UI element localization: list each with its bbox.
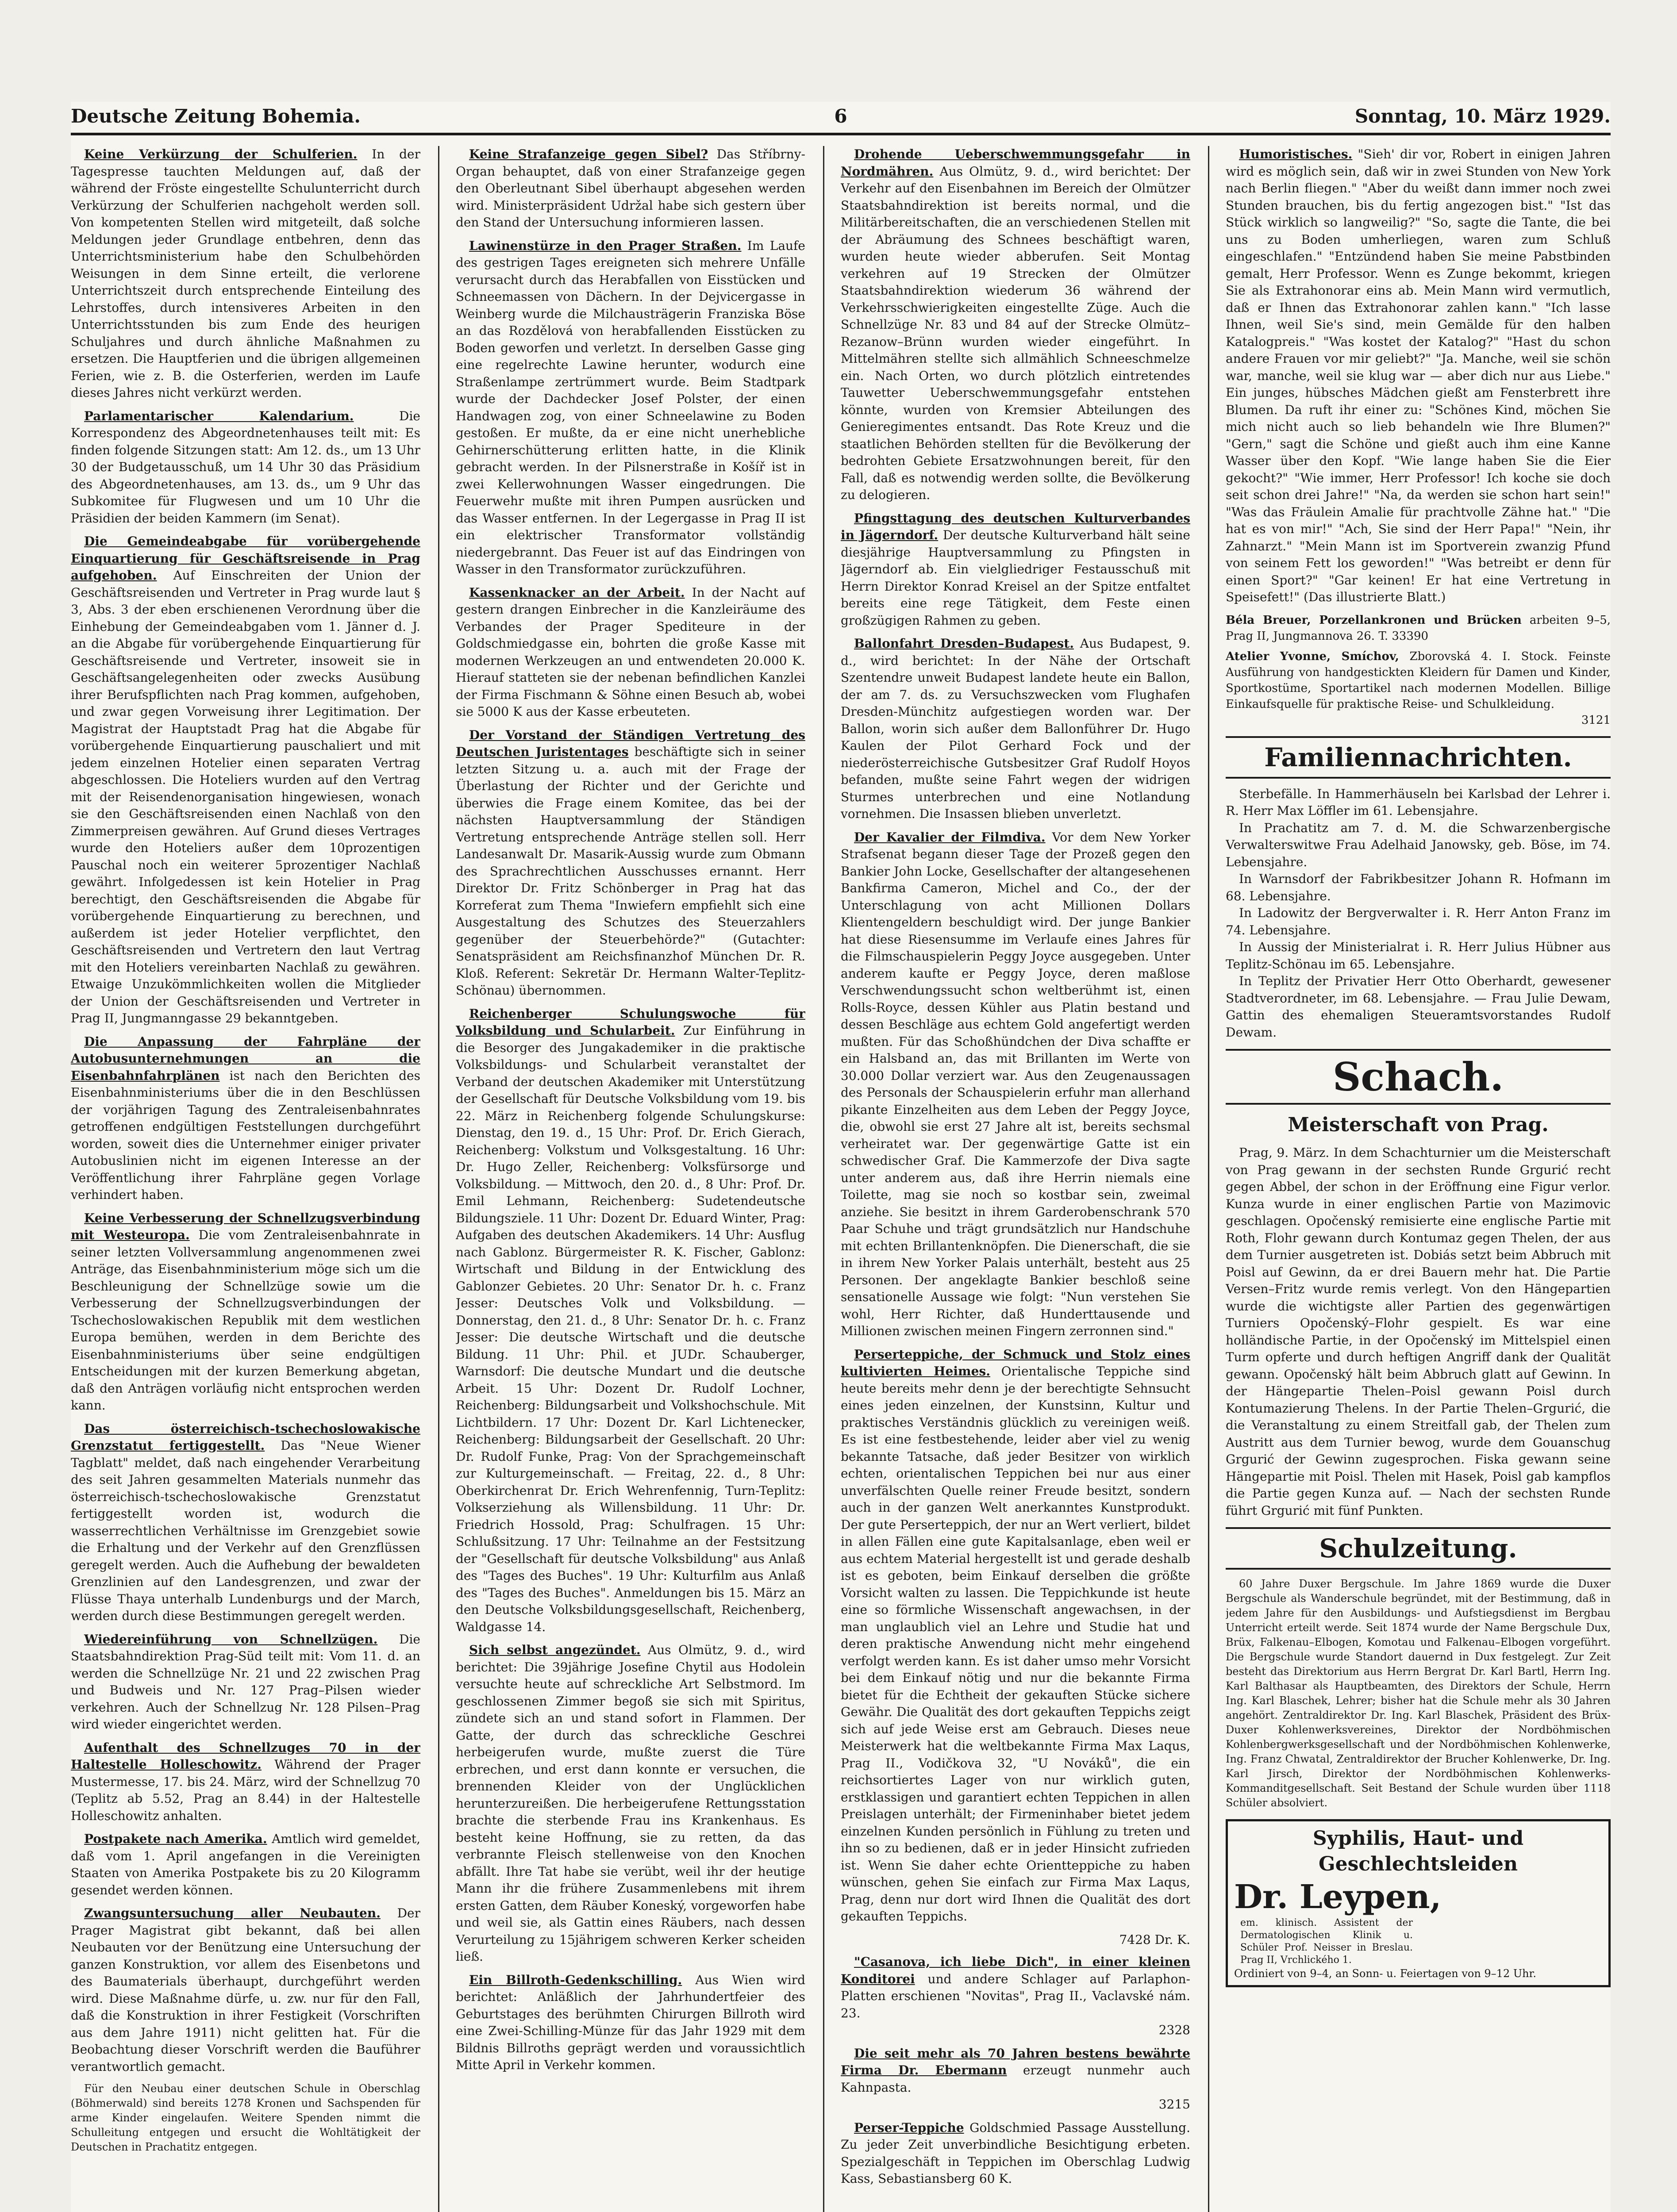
family-notices	[1226, 786, 1611, 1041]
article-headline: Parlamentarischer Kalendarium.	[84, 408, 354, 423]
article-body: Orientalische Teppiche sind heute bereits mehr denn je der berechtigte Sehnsucht eines jeden einzelnen, der Kunstsinn, Kultur und praktisches Verständnis glücklich zu vereinigen weiß. Es ist eine festbestehende, leider aber viel zu wenig bekannte Tatsache, daß jeder Besitzer von wirklich echten, orientalischen Teppichen bei nur aus einer unverfälschten Quelle reiner Freude besitzt, sondern auch in der ganzen Welt anerkanntes Kunstprodukt. Der gute Perserteppich, der nur an Wert verliert, bildet in allen Fällen eine gute Kapitalsanlage, eben weil er aus echtem Material hergestellt ist und gerade deshalb ist es geboten, beim Einkauf derselben die größte Vorsicht walten zu lassen. Die Teppichkunde ist heute eine so förmliche Wissenschaft angewachsen, in der man unglaublich viel an Lehre und Studie hat und deren praktische Anwendung nicht mehr eingehend verfolgt werden kann. Es ist daher umso mehr Vorsicht bei dem Einkauf nötig und nur die bekannte Firma bietet für die Echtheit der gekauften Stücke sichere Gewähr. Die Qualität des dort gekauften Teppichs zeigt sich auf jede Weise erst am Gebrauch. Dieses neue Meisterwerk hat die weltbekannte Firma Max Laqus, Prag II., Vodičkova 32, "U Nováků", die ein reichsortiertes Lager von nur wirklich guten, erstklassigen und garantiert echten Teppichen in allen Preislagen unterhält; der Firmeninhaber bietet jedem einzelnen Kunden persönlich in Fühlung zu treten und ihn so zu bedienen, daß er in jeder Hinsicht zufrieden ist. Wenn Sie daher echte Orientteppiche zu haben wünschen, gehen Sie einfach zur Firma Max Laqus, Prag, denn nur dort wird Ihnen die Qualität des dort gekauften Teppichs.	[841, 1364, 1190, 1924]
article-headline: Der Kavalier der Filmdiva.	[854, 830, 1046, 845]
article	[841, 146, 1190, 504]
article-body: Während der Prager Mustermesse, 17. bis 24. März, wird der Schnellzug 70 (Teplitz ab 5.52, Prag an 8.44) in der Haltestelle Holleschowitz anhalten.	[71, 1757, 420, 1823]
ad-body: arbeiten 9–5, Prag II, Jungmannova 26. T. 33390	[1226, 613, 1611, 643]
classified-ad	[1226, 649, 1611, 728]
ad-title: Atelier Yvonne, Smíchov,	[1226, 649, 1399, 663]
notice: In Teplitz der Privatier Herr Otto Oberhardt, gewesener Stadtverordneter, im 68. Lebensjahre. — Frau Julie Dewam, Gattin des ehemaligen Steueramtsvorstandes Rudolf Dewam.	[1226, 974, 1611, 1040]
article-body: Die Korrespondenz des Abgeordnetenhauses teilt mit: Es finden folgende Sitzungen statt: Am 12. ds., um 13 Uhr 30 der Budgetausschuß, um 14 Uhr 30 das Präsidium des Abgeordnetenhauses, am 13. ds., um 9 Uhr das Subkomitee für Flugwesen und um 10 Uhr die Präsidien der beiden Kammern (im Senat).	[71, 408, 420, 526]
article-headline: Keine Verkürzung der Schulferien.	[84, 147, 358, 161]
chess-report	[1226, 1144, 1611, 1519]
column-rule	[823, 146, 824, 2212]
article-headline: Humoristisches.	[1239, 147, 1353, 161]
article-headline: Zwangsuntersuchung aller Neubauten.	[84, 1906, 381, 1920]
article	[71, 146, 420, 402]
ad-hours: Ordiniert von 9–4, an Sonn- u. Feiertagen von 9–12 Uhr.	[1234, 1967, 1536, 1980]
article	[71, 533, 420, 1027]
ad-body: Zborovská 4. I. Stock. Feinste Ausführung von handgestickten Kleidern für Damen und Kinder, Sportkostüme, Sportartikel nach modernen Modellen. Billige Einkaufsquelle für praktische Reise- und Schulkleidung.	[1226, 649, 1611, 711]
article-headline: Kassenknacker an der Arbeit.	[469, 585, 685, 600]
notice: In Warnsdorf der Fabrikbesitzer Johann R. Hofmann im 68. Lebensjahre.	[1226, 872, 1611, 903]
notice	[71, 2081, 420, 2154]
article-body: "Sieh' dir vor, Robert in einigen Jahren wird es möglich sein, daß wir in zwei Stunden von New York nach Berlin fliegen." "Aber du weißt dann immer noch zwei Stunden brauchen, bis du fertig angezogen bist." "Ist das Stück wirklich so langweilig?" "So, sagte die Tante, die bei uns zu Boden umherliegen, waren zum Schluß eingeschlafen." "Entzündend haben Sie meine Pabstbinden gemalt, Herr Professor. Wenn es Zunge bekommt, kriegen Sie als Extrahonorar eins ab. Mein Mann wird vermutlich, daß er Ihnen das Extrahonorar zahlen kann." "Ich lasse Ihnen, weil Sie's sind, mein Gemälde für den halben Katalogpreis." "Was kostet der Katalog?" "Hast du schon andere Frauen vor mir geliebt?" "Ja. Manche, weil sie schön war, manche, weil sie klug war — aber dich nur aus Liebe." Ein junges, hübsches Mädchen gießt am Fensterbrett ihre Blumen. Da ruft ihr einer zu: "Schönes Kind, möchen Sie mich nicht auch so lieb behandeln wie Ihre Blumen?" "Gern," sagt die Schöne und gießt auch ihm eine Kanne Wasser über den Kopf. "Wie lange haben Sie die Eier gekocht?" "Wie immer, Herr Professor! Ich koche sie doch seit schon drei Jahre!" "Na, da werden sie schon hart sein!" "Was das Fräulein Amalie für prachtvolle Zähne hat." "Die hat es von mir!" "Ach, Sie sind der Herr Papa!" "Nein, ihr Zahnarzt." "Mein Mann ist im Sportverein zwanzig Pfund von seinem Fett los geworden!" "Was betreibt er denn für einen Sport?" "Gar keinen! Er hat eine Vertretung in Speisefett!" (Das illustrierte Blatt.)	[1226, 147, 1611, 604]
classified-ad	[1226, 612, 1611, 644]
section-subtitle: Meisterschaft von Prag.	[1288, 1114, 1549, 1136]
article	[71, 1631, 420, 1733]
article-body: Aus Wien wird berichtet: Anläßlich der Jahrhundertfeier des Geburtstages des berühmten Chirurgen Billroth wird eine Zwei-Schilling-Münze für das Jahr 1929 mit dem Bildnis Billroths geprägt werden und voraussichtlich Mitte April in Verkehr kommen.	[456, 1972, 805, 2072]
school-report	[1226, 1577, 1611, 1810]
article-headline: Die Anpassung der Fahrpläne der Autobusunternehmungen an die Eisenbahnfahrplänen	[71, 1034, 420, 1083]
article	[456, 1006, 805, 1636]
article	[71, 1905, 420, 2075]
article-headline: Keine Verbesserung der Schnellzugsverbindung mit Westeuropa.	[71, 1210, 420, 1242]
article	[71, 1033, 420, 1204]
ad-notice	[841, 2120, 1190, 2188]
article-headline: Postpakete nach Amerika.	[84, 1832, 267, 1846]
notice: In Prachatitz am 7. d. M. die Schwarzenbergische Verwalterswitwe Frau Adelhaid Janowsky, geb. Böse, im 74. Lebensjahre.	[1226, 820, 1611, 869]
article-body: Amtlich wird gemeldet, daß vom 1. April angefangen in die Vereinigten Staaten von Amerika Postpakete bis zu 20 Kilogramm gesendet werden können.	[71, 1832, 420, 1897]
article-body: Die Staatsbahndirektion Prag-Süd teilt mit: Vom 11. d. an werden die Schnellzüge Nr. 21 und 22 zwischen Prag und Budweis und Nr. 127 Prag–Pilsen wieder verkehren. Auch der Schnellzug Nr. 128 Pilsen–Prag wird wieder eingerichtet werden.	[71, 1632, 420, 1732]
article-headline: Ballonfahrt Dresden–Budapest.	[854, 636, 1074, 651]
article-headline: Lawinenstürze in den Prager Straßen.	[469, 238, 742, 253]
article-body: Aus Olmütz, 9. d., wird berichtet: Die 39jährige Josefine Chytil aus Hodolein versuchte heute auf schreckliche Art Selbstmord. Im geschlossenen Zimmer begoß sie sich mit Spiritus, zündete sich an und stand sofort in Flammen. Der Gatte, der durch das schreckliche Geschrei herbeigerufen wurde, mußte zuerst die Türe erbrechen, und erst dann konnte er versuchen, die brennenden Kleider von der Unglücklichen herunterzureißen. Die herbeigerufene Rettungsstation brachte die sterbende Frau ins Krankenhaus. Es besteht keine Hoffnung, sie zu retten, da das verbrannte Fleisch stellenweise von den Knochen abfällt. Ihre Tat habe sie verübt, weil ihr der heutige Mann ihr die frühere Zusammenlebens mit ihrem ersten Gatten, dem Räuber Koneský, vorgeworfen habe und weil sie, als Gattin eines Räubers, nach dessen Verurteilung zu 15jährigem schweren Kerker scheiden ließ.	[456, 1643, 805, 1964]
article	[456, 584, 805, 721]
column-4	[1226, 146, 1611, 2212]
article-headline: Die Gemeindeabgabe für vorübergehende Einquartierung für Geschäftsreisende in Prag aufgehoben.	[71, 534, 420, 583]
section-title-family: Familiennachrichten.	[1226, 736, 1611, 779]
article	[841, 635, 1190, 823]
article-headline: Wiedereinführung von Schnellzügen.	[84, 1632, 378, 1647]
article	[841, 829, 1190, 1340]
article-body: Aus Olmütz, 9. d., wird berichtet: Der Verkehr auf den Eisenbahnen im Bereich der Olmützer Staatsbahndirektion ist bereits normal, und die Militärbereitschaften, die an verschiedenen Stellen mit der Abräumung des Schnees beschäftigt waren, wurden heute wieder abberufen. Seit Montag verkehren auf 19 Strecken der Olmützer Staatsbahndirektion wiederum 36 während der Verkehrsschwierigkeiten eingestellte Züge. Auch die Schnellzüge Nr. 83 und 84 auf der Strecke Olmütz–Rezanow–Brünn wurden wieder eingeführt. In Mittelmähren stellte sich allmählich Schneeschmelze ein. Nach Orten, wo durch plötzlich eintretendes Tauwetter Ueberschwemmungsgefahr entstehen könnte, wurden von Kremsier Abteilungen des Genieregimentes entsandt. Das Rote Kreuz und die staatlichen Behörden stellten für die Bevölkerung der bedrohten Gebiete Ersatzwohnungen bereit, für den Fall, daß es notwendig werden sollte, die Bevölkerung zu delogieren.	[841, 164, 1190, 502]
column-rule	[438, 146, 439, 2212]
ad-number: 3121	[1581, 713, 1611, 727]
ad-headline: "Casanova, ich liebe Dich", in einer kleinen Konditorei	[841, 1955, 1190, 1986]
article-headline: Aufenthalt des Schnellzuges 70 in der Haltestelle Holleschowitz.	[71, 1740, 420, 1772]
page-number: 6	[834, 105, 847, 127]
ad-body: und andere Schlager auf Parlaphon-Platten erschienen "Novitas", Prag II., Vaclavské nám. 23.	[841, 1971, 1190, 2020]
page-header	[71, 102, 1611, 135]
article	[456, 146, 805, 231]
article-headline: Drohende Ueberschwemmungsgefahr in Nordmähren.	[841, 147, 1190, 179]
article-body: 60 Jahre Duxer Bergschule. Im Jahre 1869 wurde die Duxer Bergschule als Wanderschule begründet, mit der Bestimmung, daß in jedem Jahre für den Ausbildungs- und Aufstiegsdienst im Bergbau Unterricht erteilt werde. Seit 1874 wurde der Name Bergschule Dux, Brüx, Falkenau–Elbogen, Komotau und Falkenau–Elbogen vorgeführt. Die Bergschule wurde Standort dauernd in Dux festgelegt. Zur Zeit besteht das Direktorium aus Herrn Bergrat Dr. Karl Bartl, Herrn Ing. Karl Balthasar als Hauptbeamten, des Direktors der Schule, Herrn Ing. Karl Blaschek, Lehrer; bisher hat die Schule mehr als 30 Jahren angehört. Zentraldirektor Dr. Ing. Karl Blaschek, Präsident des Brüx-Duxer Kohlenwerksvereines, Direktor der Nordböhmischen Kohlenbergwerksgesellschaft und der Nordböhmischen Kohlenwerke, Ing. Franz Chwatal, Zentraldirektor der Brucher Kohlenwerke, Dr. Ing. Karl Jirsch, Direktor der Nordböhmischen Kohlenwerks-Kommanditgesellschaft. Seit Bestand der Schule wurden über 1118 Schüler absolviert.	[1226, 1578, 1611, 1809]
article-body: Der deutsche Kulturverband hält seine diesjährige Hauptversammlung zu Pfingsten in Jägerndorf ab. Ein vielgliedriger Festausschuß mit Herrn Direktor Konrad Kreisel an der Spitze entfaltet bereits eine rege Tätigkeit, dem Feste einen großzügigen Rahmen zu geben.	[841, 528, 1190, 628]
article-body: Das Stříbrny-Organ behauptet, daß von einer Strafanzeige gegen den Oberleutnant Sibel überhaupt abgesehen werden wird. Ministerpräsident Udržal habe sich gestern über den Stand der Untersuchung informieren lassen.	[456, 147, 805, 230]
article	[1226, 146, 1611, 606]
article-headline: Keine Strafanzeige gegen Sibel?	[469, 147, 708, 161]
article-headline: Sich selbst angezündet.	[469, 1643, 641, 1657]
article-headline: Der Vorstand der Ständigen Vertretung des Deutschen Juristentages	[456, 727, 805, 759]
ad-address: em. klinisch. Assistent der Dermatologischen Klinik u. Schüler Prof. Neisser in Breslau. Prag II, Vrchlického 1.	[1240, 1917, 1413, 1966]
article-body: Die vom Zentraleisenbahnrate in seiner letzten Vollversammlung angenommenen zwei Anträge, das Eisenbahnministerium möge sich um die Beschleunigung der Schnellzüge sowie um die Verbesserung der Schnellzugsverbindungen der Tschechoslowakischen Republik mit dem westlichen Europa bemühen, werden in dem Berichte des Eisenbahnministeriums über seine endgültigen Entscheidungen mit der kurzen Bemerkung abgetan, daß den Anträgen vorläufig nicht entsprochen werden kann.	[71, 1228, 420, 1413]
article-headline: Ein Billroth-Gedenkschilling.	[469, 1972, 682, 1987]
ad-body: Goldschmied Passage Ausstellung. Zu jeder Zeit unverbindliche Besichtigung erbeten. Spezialgeschäft in Teppichen im Oberschlag Ludwig Kass, Sebastiansberg 60 K.	[841, 2120, 1190, 2186]
notice: In Ladowitz der Bergverwalter i. R. Herr Anton Franz im 74. Lebensjahre.	[1226, 906, 1611, 937]
ad-doctor-name: Dr. Leypen,	[1234, 1878, 1442, 1916]
article-body: Vor dem New Yorker Strafsenat begann dieser Tage der Prozeß gegen den Bankier John Locke, Gesellschafter der altangesehenen Bankfirma Cameron, Michel and Co., der der Unterschlagung von acht Millionen Dollars Klientengeldern beschuldigt wird. Der junge Bankier hat diese Riesensumme im Verlaufe eines Jahres für die Filmschauspielerin Peggy Joyce ausgegeben. Unter anderem kaufte er Peggy Joyce, deren maßlose Verschwendungssucht schon weltberühmt ist, einen Rolls-Royce, dessen Kühler aus Platin bestand und dessen Beschläge aus echtem Gold angefertigt werden mußten. Für das Schoßhündchen der Diva schaffte er ein Halsband an, das mit Brillanten im Werte von 30.000 Dollar verziert war. Aus den Zeugenaussagen des Personals der Schauspielerin erfuhr man allerhand pikante Einzelheiten aus dem Leben der Peggy Joyce, die, obwohl sie erst 27 Jahre alt ist, bereits sechsmal verheiratet war. Der gegenwärtige Gatte ist ein schwedischer Graf. Die Kammerzofe der Diva sagte unter anderem aus, daß ihre Herrin niemals eine Toilette, mag sie noch so kostbar sein, zweimal anziehe. Sie besitzt in ihrem Garderobenschrank 570 Paar Schuhe und trägt grundsätzlich nur Handschuhe mit echten Brillantenknöpfen. Die Dienerschaft, die sie in ihrem New Yorker Palais unterhält, besteht aus 25 Personen. Der angeklagte Bankier beschloß seine sensationelle Aussage wie folgt: "Nun verstehen Sie wohl, Herr Richter, daß Hunderttausende und Millionen zwischen meinen Fingern zerronnen sind."	[841, 830, 1190, 1338]
doctor-advertisement	[1226, 1819, 1611, 1987]
article	[71, 408, 420, 527]
article	[456, 727, 805, 999]
article	[71, 1831, 420, 1899]
article	[71, 1421, 420, 1625]
article	[456, 238, 805, 578]
column-rule	[1208, 146, 1209, 2212]
article	[71, 1740, 420, 1825]
article-headline: Perserteppiche, der Schmuck und Stolz eines kultivierten Heimes.	[841, 1347, 1190, 1379]
article-headline: Das österreichisch-tschechoslowakische Grenzstatut fertiggestellt.	[71, 1421, 420, 1453]
article	[841, 510, 1190, 630]
article-body: beschäftigte sich in seiner letzten Sitzung u. a. auch mit der Frage der Überlastung der Richter und der Gerichte und überwies die Frage einem Komitee, das bei der nächsten Hauptversammlung der Ständigen Vertretung entsprechende Anträge stellen soll. Herr Landesanwalt Dr. Masarik-Aussig wurde zum Obmann des Sprachrechtlichen Ausschusses ernannt. Herr Direktor Dr. Fritz Schönberger in Prag hat das Korreferat zum Thema "Inwiefern empfiehlt sich eine Ausgestaltung des Schutzes des Steuerzahlers gegenüber der Steuerbehörde?" (Gutachter: Senatspräsident am Reichsfinanzhof München Dr. R. Kloß. Referent: Sekretär Dr. Hermann Walter-Teplitz-Schönau) übernommen.	[456, 745, 805, 998]
article-body: ist nach den Berichten des Eisenbahnministeriums über die in den Beschlüssen der vorjährigen Tagung des Zentraleisenbahnrates getroffenen endgültigen Feststellungen durchgeführt worden, soweit dies die Unternehmer einiger privater Autobuslinien nicht im eigenen Interesse an der Veröffentlichung ihrer Fahrpläne gegen Vorlage verhindert haben.	[71, 1068, 420, 1202]
article-body: Im Laufe des gestrigen Tages ereigneten sich mehrere Unfälle verursacht durch das Herabfallen von Eisstücken und Schneemassen von Dächern. In der Dejvicergasse in Weinberg wurde die Milchausträgerin Franziska Böse an das Rozdělová von herabfallenden Eisstücken zu Boden geworfen und verletzt. In derselben Gasse ging eine regelrechte Lawine herunter, wodurch eine Straßenlampe zertrümmert wurde. Beim Stadtpark wurde der Dachdecker Josef Polster, der einen Handwagen zog, von einer Schneelawine zu Boden gestoßen. Er mußte, da er eine nicht unerhebliche Gehirnerschütterung erlitten hatte, in die Klinik gebracht werden. In der Pilsnerstraße in Košíř ist in zwei Kellerwohnungen Wasser eingedrungen. Die Feuerwehr mußte mit ihren Pumpen ausrücken und das Wasser entfernen. In der Legergasse in Prag II ist ein elektrischer Transformator vollständig niedergebrannt. Das Feuer ist auf das Eindringen von Wasser in den Transformator zurückzuführen.	[456, 238, 805, 576]
newspaper-name: Deutsche Zeitung Bohemia.	[71, 105, 361, 127]
notice: Sterbefälle. In Hammerhäuseln bei Karlsbad der Lehrer i. R. Herr Max Löffler im 61. Lebensjahre.	[1226, 786, 1611, 818]
ad-title: Béla Breuer, Porzellankronen und Brücken	[1226, 613, 1522, 627]
ad-headline: Perser-Teppiche	[854, 2120, 964, 2135]
article-body: In der Tagespresse tauchten Meldungen auf, daß der während der Fröste eingestellte Schulunterricht durch Verkürzung der Schulferien nachgeholt werden soll. Von kompetenten Stellen wird mitgeteilt, daß solche Meldungen jeder Grundlage entbehren, denn das Unterrichtsministerium habe den Schulbehörden Weisungen in dem Sinne erteilt, die verlorene Unterrichtszeit durch entsprechende Einteilung des Lehrstoffes, durch intensiveres Arbeiten in den Unterrichtsstunden bis zum Ende des heurigen Schuljahres und durch ähnliche Maßnahmen zu ersetzen. Die Hauptferien und die übrigen allgemeinen Ferien, wie z. B. die Osterferien, werden im Laufe dieses Jahres nicht verkürzt werden.	[71, 147, 420, 400]
article-headline: Pfingsttagung des deutschen Kulturverbandes in Jägerndorf.	[841, 511, 1190, 542]
ad-number: 3215	[1158, 2097, 1190, 2112]
section-title-school: Schulzeitung.	[1226, 1527, 1611, 1570]
newspaper-page	[71, 102, 1611, 2212]
article	[456, 1972, 805, 2074]
issue-date: Sonntag, 10. März 1929.	[1354, 105, 1611, 127]
article	[841, 1346, 1190, 1925]
article-body: In der Nacht auf gestern drangen Einbrecher in die Kanzleiräume des Verbandes der Prager Spediteure in der Goldschmiedgasse ein, bohrten die große Kasse mit modernen Werkzeugen an und entwendeten 20.000 K. Hierauf statteten sie der nebenan befindlichen Kanzlei der Firma Fischmann & Söhne einen Besuch ab, wobei sie 5000 K aus der Kasse erbeuteten.	[456, 585, 805, 719]
article	[71, 1210, 420, 1414]
ad-notice	[841, 1954, 1190, 2039]
article-body: Zur Einführung in die Besorger des Jungakademiker in die praktische Volksbildungs- und Schularbeit veranstaltet der Verband der deutschen Akademiker mit Unterstützung der Gesellschaft für Deutsche Volksbildung vom 19. bis 22. März in Reichenberg folgende Schulungskurse: Dienstag, den 19. d., 15 Uhr: Prof. Dr. Erich Gierach, Reichenberg: Volkstum und Volksgestaltung. 16 Uhr: Dr. Hugo Zeller, Reichenberg: Volksfürsorge und Volksbildung. — Mittwoch, den 20. d., 8 Uhr: Prof. Dr. Emil Lehmann, Reichenberg: Sudetendeutsche Bildungsziele. 11 Uhr: Dozent Dr. Eduard Winter, Prag: Aufgaben des deutschen Akademikers. 14 Uhr: Ausflug nach Gablonz. Bürgermeister R. K. Fischer, Gablonz: Wirtschaft und Bildung in der Entwicklung des Gablonzer Gebietes. 20 Uhr: Senator Dr. h. c. Franz Jesser: Deutsches Volk und Volksbildung. — Donnerstag, den 21. d., 8 Uhr: Senator Dr. h. c. Franz Jesser: Die deutsche Wirtschaft und die deutsche Bildung. 11 Uhr: Phil. et JUDr. Schauberger, Warnsdorf: Die deutsche Mundart und die deutsche Arbeit. 15 Uhr: Dozent Dr. Rudolf Lochner, Reichenberg: Bildungsarbeit und Volkshochschule. Mit Lichtbildern. 17 Uhr: Dozent Dr. Karl Lichtenecker, Reichenberg: Bildungsarbeit der Gesellschaft. 20 Uhr: Dr. Rudolf Funke, Prag: Von der Sprachgemeinschaft zur Kulturgemeinschaft. — Freitag, 22. d., 8 Uhr: Oberkirchenrat Dr. Erich Wehrenfennig, Turn-Teplitz: Volkserziehung als Willensbildung. 11 Uhr: Dr. Friedrich Hossold, Prag: Schulfragen. 15 Uhr: Schlußsitzung. 17 Uhr: Teilnahme an der Festsitzung der "Gesellschaft für deutsche Volksbildung" aus Anlaß des "Tages des Buches". 19 Uhr: Kulturfilm aus Anlaß des "Tages des Buches". Anmeldungen bis 15. März an den Deutsche Volksbildungsgesellschaft, Reichenberg, Waldgasse 14.	[456, 1023, 805, 1634]
ad-headline: Syphilis, Haut- und Geschlechtsleiden	[1312, 1827, 1524, 1875]
notice-body: Für den Neubau einer deutschen Schule in Oberschlag (Böhmerwald) sind bereits 1278 Kronen und Sachspenden für arme Kinder eingelaufen. Weitere Spenden nimmt die Schulleitung entgegen und ersucht die Wohltätigkeit der Deutschen in Prachatitz entgegen.	[71, 2082, 420, 2153]
article-body: Prag, 9. März. In dem Schachturnier um die Meisterschaft von Prag gewann in der sechsten Runde Grgurić recht gegen Abbel, der schon in der Eröffnung eine Figur verlor. Kunza wurde in einer englischen Partie von Mazimovic geschlagen. Opočenský remisierte eine englische Partie mit Roth, Flohr gewann durch Kontumaz gegen Thelen, der aus dem Turnier ausgetreten ist. Dobiás setzt beim Abbruch mit Poisl auf Gewinn, da er drei Bauern mehr hat. Die Partie Versen–Fritz wurde remis verlegt. Von den Hängepartien wurde die wichtigste aller Partien des gegenwärtigen Turniers Opočenský–Flohr gespielt. Es war eine holländische Partie, in der Opočenský im Mittelspiel einen Turm opferte und durch heftigen Angriff dank der Qualität gewann. Opočenský hält beim Abbruch glatt auf Gewinn. In der Hängepartie Thelen–Poisl gewann Poisl durch Kontumazierung Thelens. In der Partie Thelen–Grgurić, die die Veranstaltung zu einem Streitfall gab, der Thelen zum Austritt aus dem Turnier bewog, wurde dem Gouanschug Grgurić der Gewinn zugesprochen. Fiska gewann seine Hängepartie mit Poisl. Thelen mit Hasek, Poisl gab kampflos die Partie gegen Kunza auf. — Nach der sechsten Runde führt Grgurić mit fünf Punkten.	[1226, 1145, 1611, 1518]
column-1	[71, 146, 420, 2212]
article-body: Das "Neue Wiener Tagblatt" meldet, daß nach eingehender Verarbeitung des seit Jahren gesammelten Materials nunmehr das österreichisch-tschechoslowakische Grenzstatut fertiggestellt worden ist, wodurch die wasserrechtlichen Verhältnisse im Grenzgebiet sowie die Erhaltung und der Verkehr auf den Grenzflüssen geregelt werden. Auch die Aufhebung der bewaldeten Grenzlinien auf den Landesgrenzen, und zwar der Flüsse Thaya unterhalb Lundenburgs und der March, werden durch diese Bestimmungen geregelt werden.	[71, 1438, 420, 1623]
section-title-chess: Schach.	[1226, 1049, 1611, 1105]
article-body: Aus Budapest, 9. d., wird berichtet: In der Nähe der Ortschaft Szentendre unweit Budapest landete heute ein Ballon, der am 7. ds. zu Versuchszwecken vom Flughafen Dresden-Münchitz aufgestiegen worden war. Der Ballon, worin sich außer dem Ballonführer Dr. Hugo Kaulen der Pilot Gerhard Fock und der niederösterreichische Gutsbesitzer Graf Rudolf Hoyos befanden, mußte seine Fahrt wegen der widrigen Sturmes unterbrechen und eine Notlandung vornehmen. Die Insassen blieben unverletzt.	[841, 636, 1190, 821]
ad-number: 2328	[1158, 2023, 1190, 2037]
column-2	[456, 146, 805, 2212]
notice: In Aussig der Ministerialrat i. R. Herr Julius Hübner aus Teplitz-Schönau im 65. Lebensjahre.	[1226, 940, 1611, 972]
article-body: Auf Einschreiten der Union der Geschäftsreisenden und Vertreter in Prag wurde laut § 3, Abs. 3 der eben erschienenen Verordnung über die Einhebung der Gemeindeabgaben vom 1. Jänner d. J. an die Abgabe für vorübergehende Einquartierung für Geschäftsreisende und Vertreter, insoweit sie in Geschäftsangelegenheiten oder zwecks Ausübung ihrer Berufspflichten nach Prag kommen, aufgehoben, und zwar gegen Vorweisung ihrer Legitimation. Der Magistrat der Hauptstadt Prag hat die Abgabe für vorübergehende Einquartierung pauschaliert und mit jedem einzelnen Hotelier einen separaten Vertrag abgeschlossen. Die Hoteliers wurden auf den Vertrag mit der Reisendenorganisation hingewiesen, wonach sie den Geschäftsreisenden einen Nachlaß von den Zimmerpreisen gewähren. Auf Grund dieses Vertrages wurde den Hoteliers außer dem 10prozentigen Pauschal noch ein weiterer 5prozentiger Nachlaß gewährt. Infolgedessen ist kein Hotelier in Prag berechtigt, den Geschäftsreisenden die Abgabe für vorübergehende Einquartierung zu berechnen, und außerdem ist jeder Hotelier verpflichtet, den Geschäftsreisenden und Vertretern den laut Vertrag mit den Hoteliers vereinbarten Nachlaß zu gewähren. Etwaige Unzukömmlichkeiten wollen die Mitglieder der Union der Geschäftsreisenden und Vertreter in Prag II, Jungmanngasse 29 bekanntgeben.	[71, 568, 420, 1025]
article-headline: Reichenberger Schulungswoche für Volksbildung und Schularbeit.	[456, 1006, 805, 1038]
column-3	[841, 146, 1190, 2212]
article-body: Der Prager Magistrat gibt bekannt, daß bei allen Neubauten vor der Benützung eine Untersuchung der ganzen Konstruktion, vor allem des Eisenbetons und des Baumaterials überhaupt, durchgeführt werden wird. Diese Maßnahme dürfe, u. zw. nur für den Fall, daß die Konstruktion in ihrer Festigkeit (Vorschriften aus dem Jahre 1911) nicht gelitten hat. Für die Beobachtung dieser Vorschrift werden die Bauführer verantwortlich gemacht.	[71, 1906, 420, 2074]
ad-headline: Die seit mehr als 70 Jahren bestens bewährte Firma Dr. Ebermann	[841, 2046, 1190, 2078]
article	[456, 1642, 805, 1966]
ad-notice	[841, 2045, 1190, 2113]
ad-body: erzeugt nunmehr auch Kahnpasta.	[841, 2063, 1190, 2095]
article-signature: 7428 Dr. K.	[1119, 1932, 1190, 1947]
